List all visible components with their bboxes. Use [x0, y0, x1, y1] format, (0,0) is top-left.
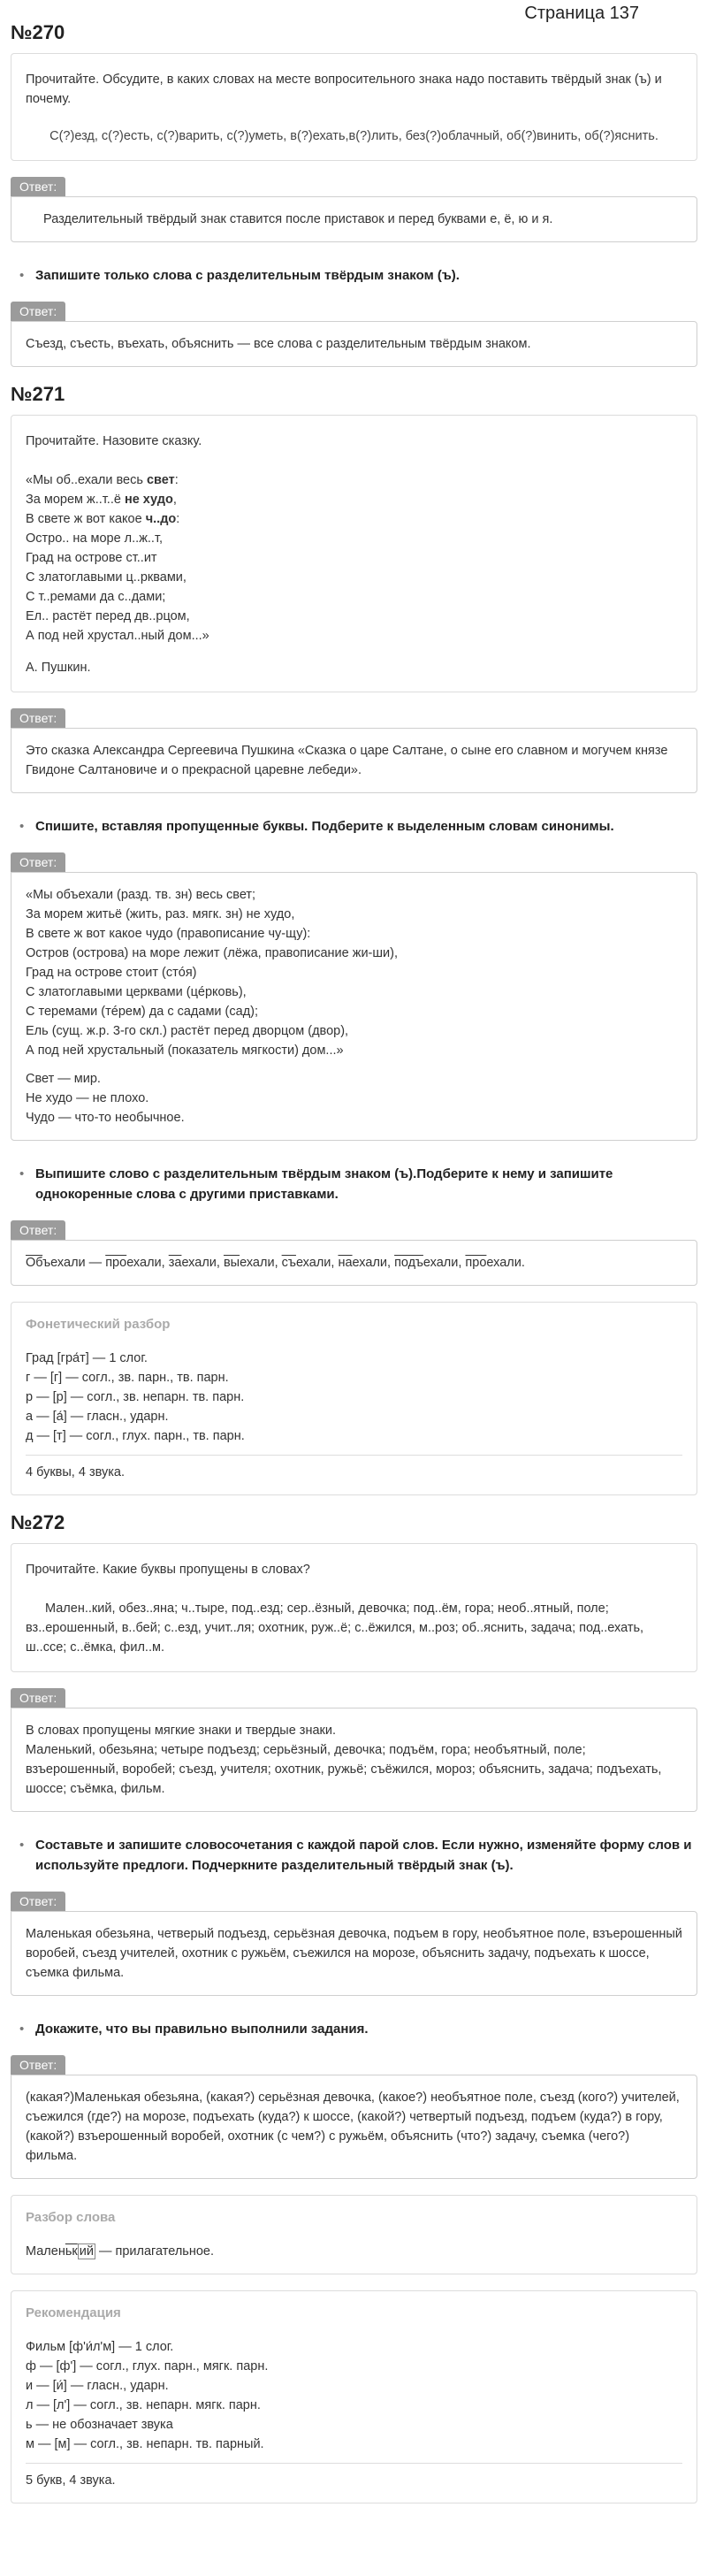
answer-label: Ответ:: [11, 2055, 65, 2075]
task-272-number: №272: [11, 1511, 65, 1533]
answer-label: Ответ:: [11, 708, 65, 728]
answer-label: Ответ:: [11, 1688, 65, 1708]
task-272-answer-3: (какая?)Маленькая обезьяна, (какая?) серьёзная девочка, (какое?) необъятное поле, съезд (кого?) учителей, съежился (где?) на морозе, подъехать (куда?) к шоссе, (какой?) четвертый подъезд, подъем (куда?) в гору, (какой?) взъерошенный воробей, охотник (с чем?) с ружьём, объяснить (что?) задачу, съемка (чего?) фильма.: [11, 2075, 697, 2179]
task-271-answer-3: [11, 1240, 697, 1286]
answer-label: Ответ:: [11, 1892, 65, 1911]
task-270-answer-text: Разделительный твёрдый знак ставится после приставок и перед буквами е, ё, ю и я.: [43, 212, 553, 226]
task-270-card: [11, 53, 697, 161]
phonetic-analysis-card: Фонетический разбор Град [гра́т] — 1 слог. г — [г] — согл., зв. парн., тв. парн. р — [р] — согл., зв. непарн. тв. парн. а — [а́] — гласн., ударн. д — [т] — согл., глух. парн., тв. парн. 4 буквы, 4 звука.: [11, 1302, 697, 1495]
task-271-subtask-3: • Выпишите слово с разделительным твёрдым знаком (ъ).Подберите к нему и запишите однокоренные слова с другими приставками.: [11, 1164, 697, 1204]
task-272-card: [11, 1543, 697, 1672]
task-272-words: Мален..кий, обез..яна; ч..тыре, под..езд; сер..ёзный, девочка; под..ём, гора; необ..ятный, поле; вз..ерошенный, в..бей; с..езд, учит..ля; охотник, руж..ё; с..ёжился, м..роз; об..яснить, задача; под..ехать, ш..ссе; с..ёмка, фил..м.: [26, 1601, 644, 1655]
task-270-answer-2-text: Съезд, съесть, въехать, объяснить — все слова с разделительным твёрдым знаком.: [26, 337, 531, 351]
phonetic-analysis-title: Фонетический разбор: [26, 1317, 171, 1332]
task-272-subtask-2: • Составьте и запишите словосочетания с каждой парой слов. Если нужно, изменяйте форму слов и используйте предлоги. Подчеркните разделительный твёрдый знак (ъ).: [11, 1835, 697, 1876]
task-271-number: №271: [11, 383, 65, 405]
task-271-author: А. Пушкин.: [26, 661, 91, 675]
task-271-answer: [11, 728, 697, 793]
task-272-answer: В словах пропущены мягкие знаки и твердые знаки. Маленький, обезьяна; четыре подъезд; серьёзный, девочка; подъём, гора; необъятный, поле; взъерошенный, воробей; съезд, учителя; охотник, ружьё; съёжился, мороз; объяснить, задача; подъехать, шоссе; съёмка, фильм.: [11, 1708, 697, 1812]
task-270-subtask: • Запишите только слова с разделительным твёрдым знаком (ъ).: [11, 265, 697, 286]
word-parse-title: Разбор слова: [26, 2210, 116, 2225]
word-parse-text: Маленьк ий — прилагательное.: [26, 2244, 215, 2259]
task-271-card: [11, 415, 697, 692]
task-270-answer-2: [11, 321, 697, 367]
task-272-prompt: Прочитайте. Какие буквы пропущены в словах?: [26, 1563, 310, 1577]
task-271-prompt: Прочитайте. Назовите сказку.: [26, 434, 202, 448]
task-270-words: С(?)езд, с(?)есть, с(?)варить, с(?)уметь, в(?)ехать,в(?)лить, без(?)облачный, об(?)винить, об(?)яснить.: [49, 129, 659, 143]
page-number: Страница 137: [524, 4, 639, 23]
task-270-number: №270: [11, 21, 65, 43]
recommendation-title: Рекомендация: [26, 2305, 121, 2320]
phonetic-summary: 4 буквы, 4 звука.: [26, 1465, 125, 1479]
task-270-answer: [11, 196, 697, 242]
recommendation-card: Рекомендация Фильм [ф'и́л'м] — 1 слог. ф — [ф'] — согл., глух. парн., мягк. парн. и — [и́] — гласн., ударн. л — [л'] — согл., зв. непарн. мягк. парн. ь — не обозначает звука м — [м] — согл., зв. непарн. тв. парный. 5 букв, 4 звука.: [11, 2290, 697, 2503]
answer-label: Ответ:: [11, 177, 65, 196]
answer-label: Ответ:: [11, 1220, 65, 1240]
divider: [26, 1455, 682, 1456]
word-parse-card: [11, 2195, 697, 2274]
task-271-answer-text: Это сказка Александра Сергеевича Пушкина «Сказка о царе Салтане, о сыне его славном и могучем князе Гвидоне Салтановиче и о прекрасной царевне лебеди».: [26, 744, 668, 777]
task-271-answer-2: «Мы объехали (разд. тв. зн) весь свет; За морем житьё (жить, раз. мягк. зн) не худо, В свете ж вот какое чудо (правописание чу-щу): Остров (острова) на море лежит (лёжа, правописание жи-ши), Град на острове стоит (стóя) С златоглавыми церквами (цéрковь), С теремами (тéрем) да с садами (сад); Ель (сущ. ж.р. 3-го скл.) растёт перед дворцом (двор), А под ней хрустальный (показатель мягкости) дом...» Свет — мир. Не худо — не плохо. Чудо — что-то необычное.: [11, 872, 697, 1141]
task-271-subtask-2: • Спишите, вставляя пропущенные буквы. Подберите к выделенным словам синонимы.: [11, 816, 697, 837]
task-271-poem: «Мы об..ехали весь свет: За морем ж..т..ё не худо, В свете ж вот какое ч..до: Остро.. на море л..ж..т, Град на острове ст..ит С златоглавыми ц..рквами, С т..ремами да с..дами; Ел.. растёт перед дв..рцом, А под ней хрустал..ный дом...»: [26, 473, 209, 643]
task-271-answer-3-words: Объехали — проехали, заехали, выехали, съехали, наехали, подъехали, проехали.: [26, 1256, 525, 1270]
answer-label: Ответ:: [11, 302, 65, 321]
recommendation-summary: 5 букв, 4 звука.: [26, 2473, 116, 2488]
task-272-subtask-3: • Докажите, что вы правильно выполнили задания.: [11, 2019, 697, 2039]
divider: [26, 2463, 682, 2464]
task-270-prompt: Прочитайте. Обсудите, в каких словах на месте вопросительного знака надо поставить твёрдый знак (ъ) и почему.: [26, 73, 662, 106]
task-272-answer-2: Маленькая обезьяна, четверый подъезд, серьёзная девочка, подъем в гору, необъятное поле, взъерошенный воробей, съезд учителей, охотник с ружьём, съежился на морозе, объяснить задачу, подъехать к шоссе, съемка фильма.: [11, 1911, 697, 1996]
answer-label: Ответ:: [11, 852, 65, 872]
